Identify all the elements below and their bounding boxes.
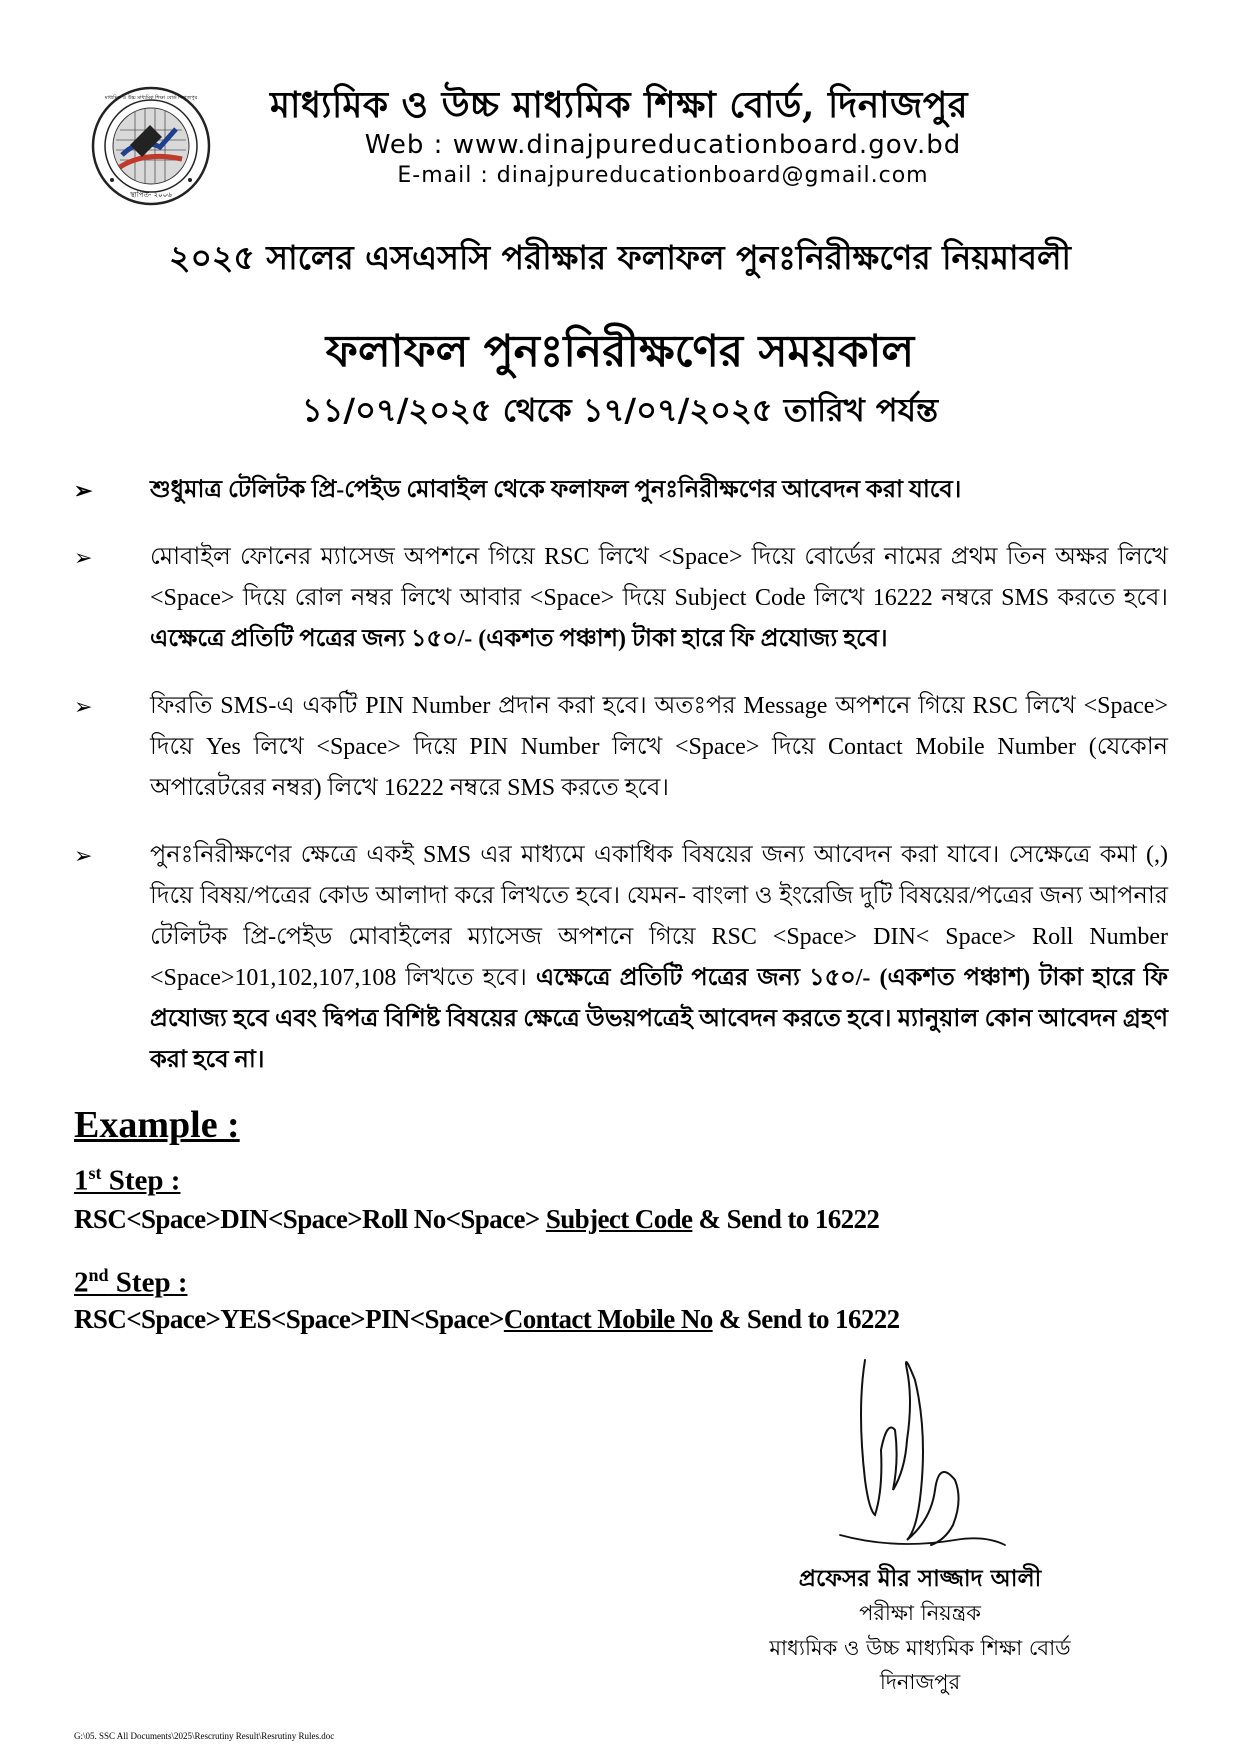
rule-fee-text: এক্ষেত্রে প্রতিটি পত্রের জন্য ১৫০/- (একশত পঞ্চাশ) টাকা হারে ফি প্রযোজ্য হবে। (150, 626, 888, 652)
period-dates: ১১/০৭/২০২৫ থেকে ১৭/০৭/২০২৫ তারিখ পর্যন্ত (301, 391, 939, 429)
step2-prefix: RSC<Space>YES<Space>PIN<Space> (74, 1304, 504, 1334)
email-line: E-mail : dinajpureducationboard@gmail.com (397, 163, 929, 188)
step2-ordinal: nd (88, 1265, 109, 1285)
arrow-bullet-icon: ➢ (74, 478, 93, 503)
rule-item (74, 835, 1168, 1081)
example-heading: Example : (74, 1104, 240, 1146)
signatory-name: প্রফেসর মীর সাজ্জাদ আলী (798, 1565, 1042, 1592)
signatory-city: দিনাজপুর (879, 1670, 961, 1694)
step1-label (74, 1163, 180, 1198)
step1-number: 1 (74, 1164, 89, 1197)
board-seal-logo (90, 85, 212, 207)
seal-est-text: স্থাপিত- ২০০৬ (130, 191, 172, 199)
signatory-title: পরীক্ষা নিয়ন্ত্রক (859, 1601, 981, 1625)
arrow-bullet-icon: ➢ (74, 545, 93, 570)
rule-text: পুনঃনিরীক্ষণের ক্ষেত্রে একই SMS এর মাধ্যমে একাধিক বিষয়ের জন্য আবেদন করা যাবে। সেক্ষেত্রে কমা (,) দিয়ে বিষয়/পত্রের কোড আলাদা করে লিখতে হবে। যেমন- বাংলা ও ইংরেজি দুটি বিষয়ের/পত্রের জন্য আপনার টেলিটক প্রি-পেইড মোবাইলের ম্যাসেজ অপশনে গিয়ে RSC <Space> DIN< Space> Roll Number <Space>101,102,107,108 লিখতে হবে। (150, 842, 1168, 991)
notice-title: ২০২৫ সালের এসএসসি পরীক্ষার ফলাফল পুনঃনিরীক্ষণের নিয়মাবলী (169, 238, 1071, 277)
step1-ordinal: st (88, 1163, 102, 1183)
step2-number: 2 (74, 1266, 89, 1299)
step1-subject-code: Subject Code (545, 1204, 693, 1234)
rule-fee-text: এক্ষেত্রে প্রতিটি পত্রের জন্য ১৫০/- (একশত পঞ্চাশ) টাকা হারে ফি প্রযোজ্য হবে এবং দ্বিপত্র বিশিষ্ট বিষয়ের ক্ষেত্রে উভয়পত্রেই আবেদন করতে হবে। ম্যানুয়াল কোন আবেদন গ্রহণ করা হবে না। (150, 965, 1168, 1073)
website-line: Web : www.dinajpureducationboard.gov.bd (364, 130, 962, 160)
rule-text: ফিরতি SMS-এ একটি PIN Number প্রদান করা হবে। অতঃপর Message অপশনে গিয়ে RSC লিখে <Space> দিয়ে Yes লিখে <Space> দিয়ে PIN Number লিখে <Space> দিয়ে Contact Mobile Number (যেকোন অপারেটরের নম্বর) লিখে 16222 নম্বরে SMS করতে হবে। (150, 693, 1168, 801)
step2-contact-mobile: Contact Mobile No (503, 1304, 713, 1334)
step2-command (74, 1304, 900, 1335)
step1-word: Step : (101, 1164, 181, 1197)
step1-command (74, 1204, 879, 1235)
rule-item (74, 470, 1168, 511)
document-file-path: G:\05. SSC All Documents\2025\Rescrutiny Result\Resrutiny Rules.doc (74, 1731, 335, 1741)
step2-word: Step : (108, 1266, 188, 1299)
step1-prefix: RSC<Space>DIN<Space>Roll No<Space> (74, 1204, 546, 1234)
rules-list (74, 470, 1168, 1107)
period-title: ফলাফল পুনঃনিরীক্ষণের সময়কাল (325, 326, 915, 377)
handwritten-signature (835, 1340, 1015, 1560)
rule-text: শুধুমাত্র টেলিটক প্রি-পেইড মোবাইল থেকে ফলাফল পুনঃনিরীক্ষণের আবেদন করা যাবে। (150, 477, 962, 503)
board-name: মাধ্যমিক ও উচ্চ মাধ্যমিক শিক্ষা বোর্ড, দিনাজপুর (270, 84, 969, 126)
step1-suffix: & Send to 16222 (692, 1204, 880, 1234)
rule-item (74, 537, 1168, 660)
step2-suffix: & Send to 16222 (712, 1304, 900, 1334)
rule-text: মোবাইল ফোনের ম্যাসেজ অপশনে গিয়ে RSC লিখে <Space> দিয়ে বোর্ডের নামের প্রথম তিন অক্ষর লিখে <Space> দিয়ে রোল নম্বর লিখে আবার <Space> দিয়ে Subject Code লিখে 16222 নম্বরে SMS করতে হবে। (150, 544, 1168, 611)
rule-item (74, 686, 1168, 809)
seal-label-text: মাধ্যমিক ও উচ্চ মাধ্যমিক শিক্ষা বোর্ড দিনাজপুর (104, 95, 198, 101)
arrow-bullet-icon: ➢ (74, 694, 93, 719)
signatory-organization: মাধ্যমিক ও উচ্চ মাধ্যমিক শিক্ষা বোর্ড (769, 1636, 1071, 1660)
step2-label (74, 1265, 187, 1300)
arrow-bullet-icon: ➢ (74, 843, 93, 868)
